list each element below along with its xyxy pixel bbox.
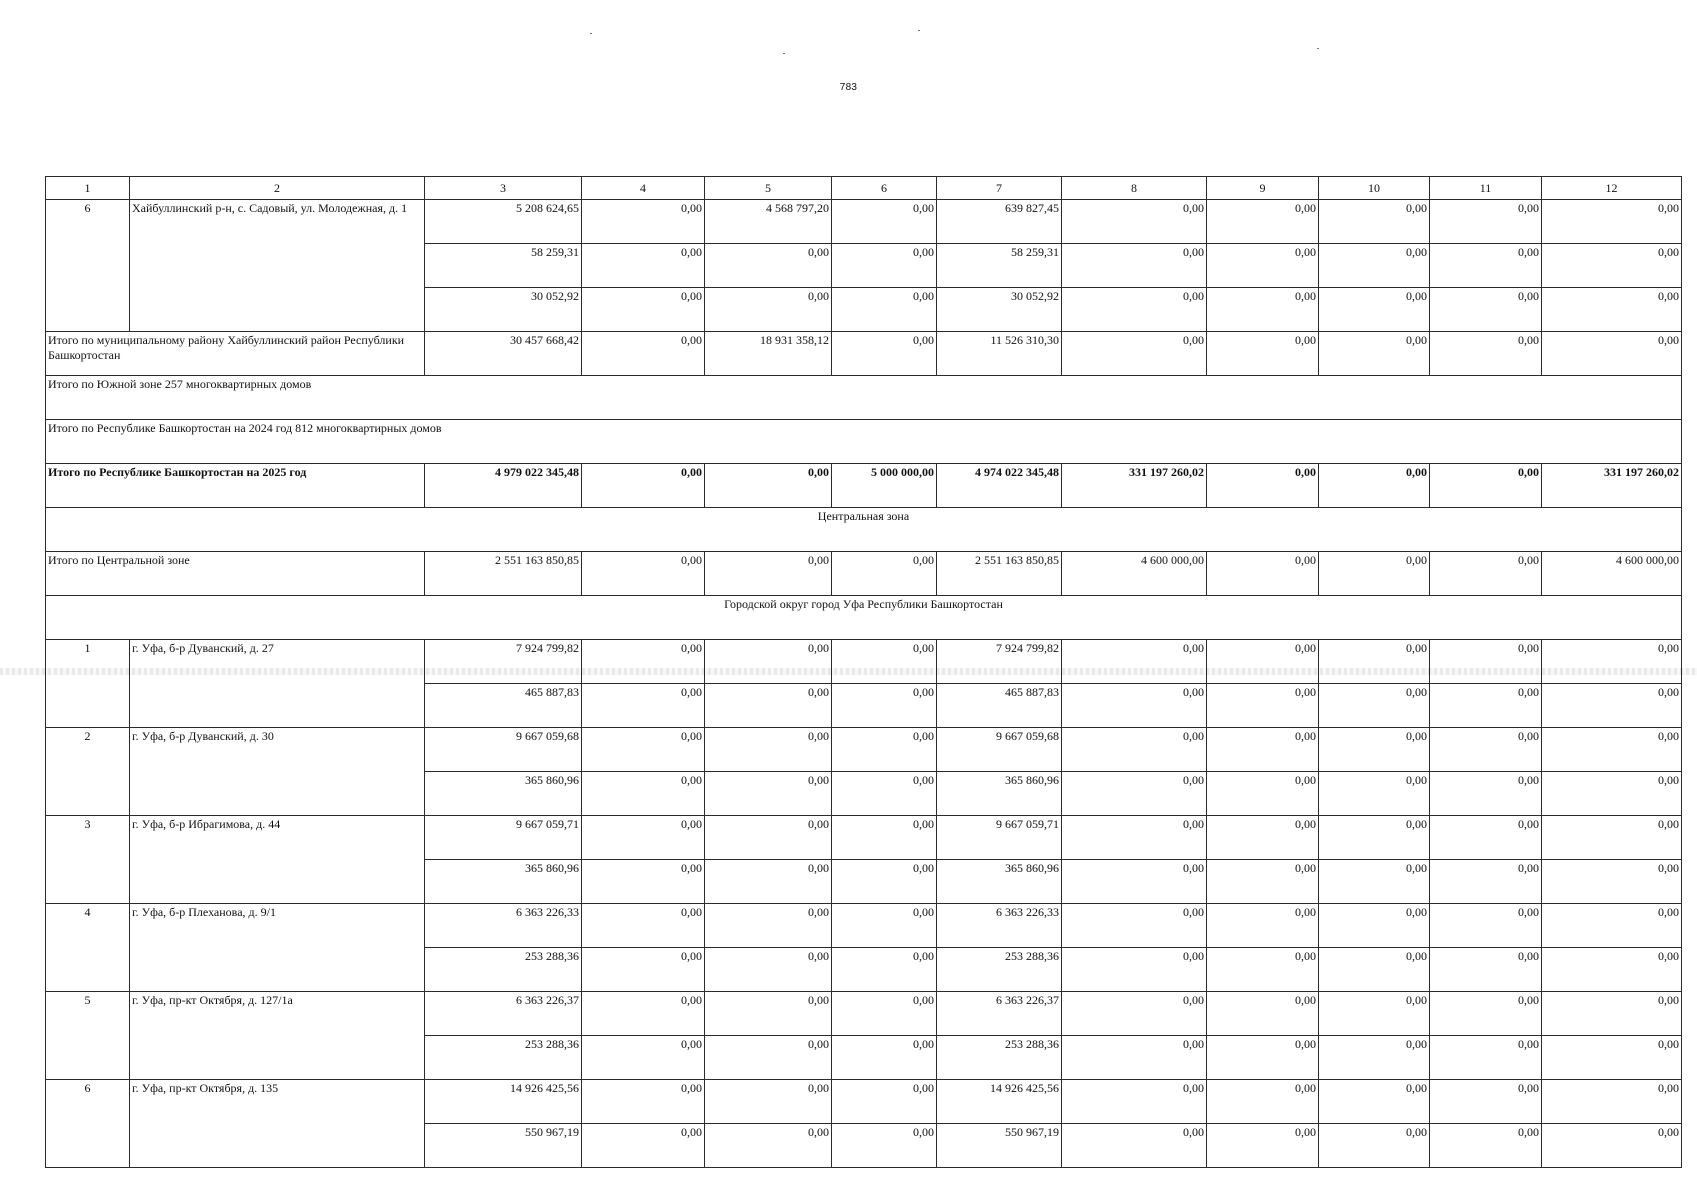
amount-cell: 0,00	[1430, 464, 1542, 508]
amount-cell: 0,00	[582, 992, 705, 1036]
column-number-cell: 3	[425, 177, 582, 200]
amount-cell: 0,00	[705, 728, 832, 772]
amount-cell: 550 967,19	[425, 1124, 582, 1168]
amount-cell: 365 860,96	[937, 772, 1062, 816]
central-zone-title-row-cell: Центральная зона	[46, 508, 1682, 552]
ufa-district-title-row	[46, 596, 1682, 640]
table-body	[46, 177, 1682, 1168]
address-cell: г. Уфа, б-р Дуванский, д. 30	[130, 728, 425, 816]
amount-cell: 0,00	[1319, 948, 1430, 992]
amount-cell: 0,00	[705, 684, 832, 728]
scan-speck	[783, 53, 785, 54]
address-cell: г. Уфа, пр-кт Октября, д. 127/1а	[130, 992, 425, 1080]
central-zone-title-row	[46, 508, 1682, 552]
amount-cell: 18 931 358,12	[705, 332, 832, 376]
amount-cell: 0,00	[1430, 1036, 1542, 1080]
amount-cell: 4 974 022 345,48	[937, 464, 1062, 508]
row-index-cell: 2	[46, 728, 130, 816]
amount-cell: 0,00	[705, 948, 832, 992]
total-label-cell: Итого по Республике Башкортостан на 2025 год	[46, 464, 425, 508]
amount-cell: 7 924 799,82	[937, 640, 1062, 684]
column-number-cell: 9	[1207, 177, 1319, 200]
amount-cell: 0,00	[582, 772, 705, 816]
scan-speck	[590, 33, 592, 34]
amount-cell: 0,00	[582, 464, 705, 508]
table-header-row	[46, 177, 1682, 200]
ufa-district-title-row-cell: Городской округ город Уфа Республики Башкортостан	[46, 596, 1682, 640]
address-cell: г. Уфа, пр-кт Октября, д. 135	[130, 1080, 425, 1168]
amount-cell: 0,00	[705, 816, 832, 860]
amount-cell: 0,00	[832, 288, 937, 332]
amount-cell: 0,00	[582, 332, 705, 376]
amount-cell: 0,00	[1542, 860, 1682, 904]
amount-cell: 14 926 425,56	[937, 1080, 1062, 1124]
amount-cell: 0,00	[1207, 1036, 1319, 1080]
scan-speck	[1317, 48, 1319, 49]
amount-cell: 0,00	[1319, 904, 1430, 948]
amount-cell: 6 363 226,33	[937, 904, 1062, 948]
amount-cell: 0,00	[1319, 684, 1430, 728]
amount-cell: 0,00	[705, 1036, 832, 1080]
amount-cell: 0,00	[705, 640, 832, 684]
amount-cell: 0,00	[705, 860, 832, 904]
column-number-cell: 4	[582, 177, 705, 200]
amount-cell: 0,00	[1207, 816, 1319, 860]
amount-cell: 0,00	[1542, 948, 1682, 992]
amount-cell: 0,00	[1207, 904, 1319, 948]
amount-cell: 0,00	[1430, 332, 1542, 376]
amount-cell: 0,00	[1542, 772, 1682, 816]
amount-cell: 0,00	[705, 1124, 832, 1168]
column-number-cell: 5	[705, 177, 832, 200]
table-row	[46, 992, 1682, 1036]
amount-cell: 0,00	[832, 200, 937, 244]
amount-cell: 0,00	[1542, 640, 1682, 684]
amount-cell: 0,00	[1062, 200, 1207, 244]
amount-cell: 0,00	[1319, 244, 1430, 288]
amount-cell: 0,00	[1207, 992, 1319, 1036]
amount-cell: 0,00	[1062, 992, 1207, 1036]
amount-cell: 0,00	[1319, 816, 1430, 860]
amount-cell: 0,00	[1207, 772, 1319, 816]
amount-cell: 0,00	[1319, 860, 1430, 904]
south-zone-total-row-cell: Итого по Южной зоне 257 многоквартирных домов	[46, 376, 1682, 420]
amount-cell: 0,00	[582, 1036, 705, 1080]
amount-cell: 253 288,36	[937, 948, 1062, 992]
amount-cell: 0,00	[582, 816, 705, 860]
amount-cell: 0,00	[1542, 992, 1682, 1036]
amount-cell: 0,00	[1430, 200, 1542, 244]
amount-cell: 0,00	[1207, 332, 1319, 376]
row-index-cell: 5	[46, 992, 130, 1080]
amount-cell: 0,00	[1542, 684, 1682, 728]
amount-cell: 0,00	[1430, 992, 1542, 1036]
amount-cell: 0,00	[705, 772, 832, 816]
amount-cell: 4 600 000,00	[1062, 552, 1207, 596]
table-row	[46, 816, 1682, 860]
address-cell: г. Уфа, б-р Плеханова, д. 9/1	[130, 904, 425, 992]
amount-cell: 11 526 310,30	[937, 332, 1062, 376]
district-total-row	[46, 332, 1682, 376]
page-number: 783	[839, 82, 858, 93]
amount-cell: 365 860,96	[425, 772, 582, 816]
republic-2025-total-row	[46, 464, 1682, 508]
amount-cell: 0,00	[1319, 1080, 1430, 1124]
amount-cell: 331 197 260,02	[1062, 464, 1207, 508]
amount-cell: 0,00	[1319, 332, 1430, 376]
republic-2024-total-row	[46, 420, 1682, 464]
column-number-cell: 6	[832, 177, 937, 200]
amount-cell: 0,00	[1207, 640, 1319, 684]
capital-repair-budget-table	[45, 176, 1682, 1168]
amount-cell: 30 052,92	[937, 288, 1062, 332]
amount-cell: 0,00	[582, 1124, 705, 1168]
amount-cell: 4 979 022 345,48	[425, 464, 582, 508]
amount-cell: 0,00	[1319, 992, 1430, 1036]
amount-cell: 253 288,36	[425, 1036, 582, 1080]
amount-cell: 30 052,92	[425, 288, 582, 332]
amount-cell: 0,00	[705, 1080, 832, 1124]
amount-cell: 0,00	[1542, 200, 1682, 244]
amount-cell: 0,00	[582, 288, 705, 332]
column-number-cell: 11	[1430, 177, 1542, 200]
amount-cell: 0,00	[1542, 1080, 1682, 1124]
amount-cell: 0,00	[1207, 288, 1319, 332]
amount-cell: 253 288,36	[425, 948, 582, 992]
amount-cell: 0,00	[1062, 728, 1207, 772]
table-row	[46, 640, 1682, 684]
amount-cell: 0,00	[1062, 332, 1207, 376]
amount-cell: 0,00	[832, 244, 937, 288]
amount-cell: 0,00	[1319, 772, 1430, 816]
amount-cell: 0,00	[1207, 684, 1319, 728]
amount-cell: 0,00	[1207, 1080, 1319, 1124]
amount-cell: 253 288,36	[937, 1036, 1062, 1080]
amount-cell: 0,00	[1207, 464, 1319, 508]
amount-cell: 0,00	[582, 728, 705, 772]
table-row	[46, 728, 1682, 772]
amount-cell: 30 457 668,42	[425, 332, 582, 376]
amount-cell: 0,00	[1542, 1124, 1682, 1168]
amount-cell: 639 827,45	[937, 200, 1062, 244]
row-index-cell: 4	[46, 904, 130, 992]
amount-cell: 0,00	[1430, 244, 1542, 288]
amount-cell: 0,00	[1062, 1124, 1207, 1168]
amount-cell: 0,00	[582, 244, 705, 288]
amount-cell: 465 887,83	[425, 684, 582, 728]
amount-cell: 4 600 000,00	[1542, 552, 1682, 596]
amount-cell: 0,00	[582, 552, 705, 596]
amount-cell: 0,00	[705, 244, 832, 288]
amount-cell: 365 860,96	[937, 860, 1062, 904]
amount-cell: 0,00	[1430, 1080, 1542, 1124]
amount-cell: 550 967,19	[937, 1124, 1062, 1168]
amount-cell: 0,00	[582, 640, 705, 684]
amount-cell: 0,00	[1062, 1080, 1207, 1124]
amount-cell: 4 568 797,20	[705, 200, 832, 244]
amount-cell: 0,00	[1319, 200, 1430, 244]
amount-cell: 0,00	[1430, 948, 1542, 992]
amount-cell: 0,00	[1207, 728, 1319, 772]
amount-cell: 0,00	[832, 552, 937, 596]
amount-cell: 2 551 163 850,85	[937, 552, 1062, 596]
amount-cell: 0,00	[582, 200, 705, 244]
amount-cell: 0,00	[1542, 332, 1682, 376]
amount-cell: 9 667 059,68	[937, 728, 1062, 772]
amount-cell: 0,00	[1207, 552, 1319, 596]
amount-cell: 0,00	[1062, 684, 1207, 728]
amount-cell: 0,00	[832, 728, 937, 772]
column-number-cell: 10	[1319, 177, 1430, 200]
row-index-cell: 6	[46, 200, 130, 332]
amount-cell: 6 363 226,37	[425, 992, 582, 1036]
amount-cell: 0,00	[1430, 860, 1542, 904]
table-row	[46, 1080, 1682, 1124]
amount-cell: 0,00	[832, 816, 937, 860]
amount-cell: 0,00	[1062, 772, 1207, 816]
amount-cell: 0,00	[1430, 816, 1542, 860]
amount-cell: 7 924 799,82	[425, 640, 582, 684]
amount-cell: 0,00	[1430, 728, 1542, 772]
amount-cell: 0,00	[832, 640, 937, 684]
amount-cell: 0,00	[1542, 904, 1682, 948]
amount-cell: 0,00	[1319, 288, 1430, 332]
amount-cell: 331 197 260,02	[1542, 464, 1682, 508]
amount-cell: 0,00	[1062, 816, 1207, 860]
amount-cell: 0,00	[1430, 772, 1542, 816]
amount-cell: 0,00	[832, 684, 937, 728]
amount-cell: 0,00	[705, 288, 832, 332]
amount-cell: 0,00	[1542, 728, 1682, 772]
amount-cell: 0,00	[1430, 684, 1542, 728]
amount-cell: 0,00	[582, 860, 705, 904]
amount-cell: 0,00	[1207, 948, 1319, 992]
central-zone-total-row	[46, 552, 1682, 596]
amount-cell: 0,00	[1430, 640, 1542, 684]
amount-cell: 0,00	[705, 992, 832, 1036]
amount-cell: 14 926 425,56	[425, 1080, 582, 1124]
amount-cell: 0,00	[832, 1124, 937, 1168]
amount-cell: 0,00	[1207, 200, 1319, 244]
column-number-cell: 1	[46, 177, 130, 200]
table-row	[46, 200, 1682, 244]
amount-cell: 5 000 000,00	[832, 464, 937, 508]
address-cell: Хайбуллинский р-н, с. Садовый, ул. Молодежная, д. 1	[130, 200, 425, 332]
amount-cell: 58 259,31	[425, 244, 582, 288]
total-label-cell: Итого по Центральной зоне	[46, 552, 425, 596]
amount-cell: 0,00	[582, 1080, 705, 1124]
amount-cell: 465 887,83	[937, 684, 1062, 728]
column-number-cell: 8	[1062, 177, 1207, 200]
amount-cell: 0,00	[1062, 948, 1207, 992]
amount-cell: 6 363 226,33	[425, 904, 582, 948]
amount-cell: 0,00	[1430, 1124, 1542, 1168]
amount-cell: 365 860,96	[425, 860, 582, 904]
amount-cell: 0,00	[1207, 244, 1319, 288]
amount-cell: 5 208 624,65	[425, 200, 582, 244]
amount-cell: 9 667 059,71	[425, 816, 582, 860]
amount-cell: 0,00	[1319, 1124, 1430, 1168]
amount-cell: 0,00	[1542, 1036, 1682, 1080]
address-cell: г. Уфа, б-р Дуванский, д. 27	[130, 640, 425, 728]
column-number-cell: 2	[130, 177, 425, 200]
amount-cell: 9 667 059,68	[425, 728, 582, 772]
column-number-cell: 7	[937, 177, 1062, 200]
amount-cell: 0,00	[1430, 904, 1542, 948]
amount-cell: 0,00	[1062, 904, 1207, 948]
amount-cell: 0,00	[1062, 1036, 1207, 1080]
amount-cell: 0,00	[582, 948, 705, 992]
total-label-cell: Итого по муниципальному району Хайбуллинский район Республики Башкортостан	[46, 332, 425, 376]
amount-cell: 0,00	[832, 948, 937, 992]
row-index-cell: 6	[46, 1080, 130, 1168]
scan-speck	[918, 30, 920, 31]
amount-cell: 0,00	[832, 332, 937, 376]
amount-cell: 0,00	[1319, 464, 1430, 508]
row-index-cell: 1	[46, 640, 130, 728]
amount-cell: 0,00	[705, 904, 832, 948]
amount-cell: 0,00	[1319, 552, 1430, 596]
amount-cell: 0,00	[832, 1036, 937, 1080]
row-index-cell: 3	[46, 816, 130, 904]
amount-cell: 58 259,31	[937, 244, 1062, 288]
amount-cell: 0,00	[1062, 244, 1207, 288]
address-cell: г. Уфа, б-р Ибрагимова, д. 44	[130, 816, 425, 904]
amount-cell: 0,00	[1319, 728, 1430, 772]
table-row	[46, 904, 1682, 948]
amount-cell: 0,00	[1430, 552, 1542, 596]
amount-cell: 0,00	[1062, 288, 1207, 332]
amount-cell: 0,00	[1062, 860, 1207, 904]
amount-cell: 0,00	[832, 1080, 937, 1124]
amount-cell: 0,00	[832, 904, 937, 948]
amount-cell: 0,00	[1430, 288, 1542, 332]
republic-2024-total-row-cell: Итого по Республике Башкортостан на 2024 год 812 многоквартирных домов	[46, 420, 1682, 464]
amount-cell: 2 551 163 850,85	[425, 552, 582, 596]
amount-cell: 9 667 059,71	[937, 816, 1062, 860]
amount-cell: 0,00	[1207, 1124, 1319, 1168]
amount-cell: 0,00	[1207, 860, 1319, 904]
amount-cell: 0,00	[832, 772, 937, 816]
amount-cell: 0,00	[1062, 640, 1207, 684]
amount-cell: 0,00	[705, 464, 832, 508]
amount-cell: 6 363 226,37	[937, 992, 1062, 1036]
amount-cell: 0,00	[832, 992, 937, 1036]
amount-cell: 0,00	[1542, 816, 1682, 860]
amount-cell: 0,00	[1319, 640, 1430, 684]
south-zone-total-row	[46, 376, 1682, 420]
column-number-cell: 12	[1542, 177, 1682, 200]
amount-cell: 0,00	[1542, 288, 1682, 332]
amount-cell: 0,00	[582, 684, 705, 728]
amount-cell: 0,00	[582, 904, 705, 948]
amount-cell: 0,00	[705, 552, 832, 596]
amount-cell: 0,00	[1542, 244, 1682, 288]
amount-cell: 0,00	[1319, 1036, 1430, 1080]
amount-cell: 0,00	[832, 860, 937, 904]
